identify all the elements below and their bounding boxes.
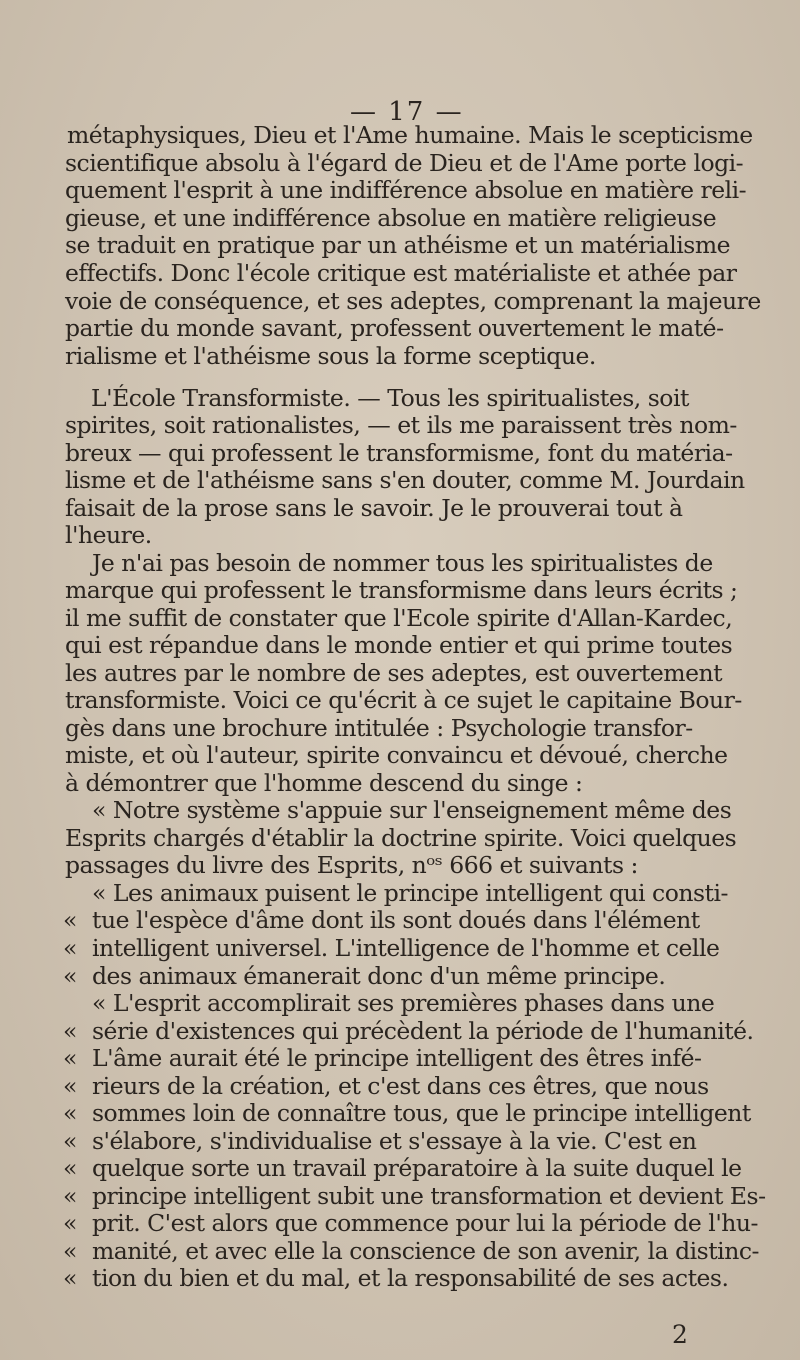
text-line: principe intelligent subit une transformation et devient Es- [92, 1182, 766, 1210]
quote-mark: « [63, 1209, 78, 1237]
page-number: — 17 — [350, 97, 464, 127]
text-line: faisait de la prose sans le savoir. Je le prouverai tout à [65, 494, 683, 522]
text-line: breux — qui professent le transformisme, font du matéria- [65, 439, 733, 467]
quote-mark: « [63, 1237, 78, 1265]
text-line: quement l'esprit à une indifférence absolue en matière reli- [65, 176, 747, 204]
quote-mark: « [63, 1264, 78, 1292]
text-line: miste, et où l'auteur, spirite convaincu et dévoué, cherche [65, 741, 728, 769]
text-line: « L'esprit accomplirait ses premières phases dans une [92, 989, 715, 1017]
text-line: tion du bien et du mal, et la responsabilité de ses actes. [92, 1264, 729, 1292]
text-line: intelligent universel. L'intelligence de l'homme et celle [92, 934, 720, 962]
text-line: tue l'espèce d'âme dont ils sont doués dans l'élément [92, 906, 700, 934]
text-line: manité, et avec elle la conscience de son avenir, la distinc- [92, 1237, 759, 1265]
text-line: lisme et de l'athéisme sans s'en douter, comme M. Jourdain [65, 466, 745, 494]
text-line: qui est répandue dans le monde entier et qui prime toutes [65, 631, 733, 659]
text-line: s'élabore, s'individualise et s'essaye à la vie. C'est en [92, 1127, 697, 1155]
quote-mark: « [63, 962, 78, 990]
text-line: scientifique absolu à l'égard de Dieu et de l'Ame porte logi- [65, 149, 744, 177]
text-line: Esprits chargés d'établir la doctrine spirite. Voici quelques [65, 824, 737, 852]
quote-mark: « [63, 1017, 78, 1045]
quote-mark: « [63, 1072, 78, 1100]
text-line: série d'existences qui précèdent la période de l'humanité. [92, 1017, 754, 1045]
text-line: partie du monde savant, professent ouvertement le maté- [65, 314, 724, 342]
text-line: l'heure. [65, 521, 152, 549]
text-line: se traduit en pratique par un athéisme et un matérialisme [65, 231, 731, 259]
text-line: spirites, soit rationalistes, — et ils me paraissent très nom- [65, 411, 737, 439]
text-line: des animaux émanerait donc d'un même principe. [92, 962, 666, 990]
section-heading-line: L'École Transformiste. — Tous les spiritualistes, soit [91, 384, 689, 412]
quote-mark: « [63, 1127, 78, 1155]
text-line: il me suffit de constater que l'Ecole spirite d'Allan-Kardec, [65, 604, 733, 632]
text-line: gieuse, et une indifférence absolue en matière religieuse [65, 204, 717, 232]
text-line: métaphysiques, Dieu et l'Ame humaine. Mais le scepticisme [67, 121, 753, 149]
quote-mark: « [63, 934, 78, 962]
text-line: transformiste. Voici ce qu'écrit à ce sujet le capitaine Bour- [65, 686, 742, 714]
text-line: rialisme et l'athéisme sous la forme sceptique. [65, 342, 596, 370]
text-line: « Notre système s'appuie sur l'enseignement même des [92, 796, 732, 824]
signature-mark: 2 [672, 1320, 688, 1349]
text-line: rieurs de la création, et c'est dans ces êtres, que nous [92, 1072, 709, 1100]
text-line: passages du livre des Esprits, nᵒˢ 666 et suivants : [65, 851, 638, 879]
quote-mark: « [63, 1154, 78, 1182]
text-line: les autres par le nombre de ses adeptes, est ouvertement [65, 659, 723, 687]
text-line: à démontrer que l'homme descend du singe : [65, 769, 583, 797]
text-line: « Les animaux puisent le principe intelligent qui consti- [92, 879, 728, 907]
text-line: L'âme aurait été le principe intelligent des êtres infé- [92, 1044, 702, 1072]
text-line: prit. C'est alors que commence pour lui la période de l'hu- [92, 1209, 758, 1237]
text-line: effectifs. Donc l'école critique est matérialiste et athée par [65, 259, 737, 287]
quote-mark: « [63, 1182, 78, 1210]
text-line: sommes loin de connaître tous, que le principe intelligent [92, 1099, 751, 1127]
text-line: voie de conséquence, et ses adeptes, comprenant la majeure [65, 287, 761, 315]
quote-mark: « [63, 1044, 78, 1072]
text-line: gès dans une brochure intitulée : Psychologie transfor- [65, 714, 693, 742]
text-line: Je n'ai pas besoin de nommer tous les spiritualistes de [92, 549, 713, 577]
text-line: marque qui professent le transformisme dans leurs écrits ; [65, 576, 738, 604]
quote-mark: « [63, 906, 78, 934]
quote-mark: « [63, 1099, 78, 1127]
text-line: quelque sorte un travail préparatoire à la suite duquel le [92, 1154, 742, 1182]
